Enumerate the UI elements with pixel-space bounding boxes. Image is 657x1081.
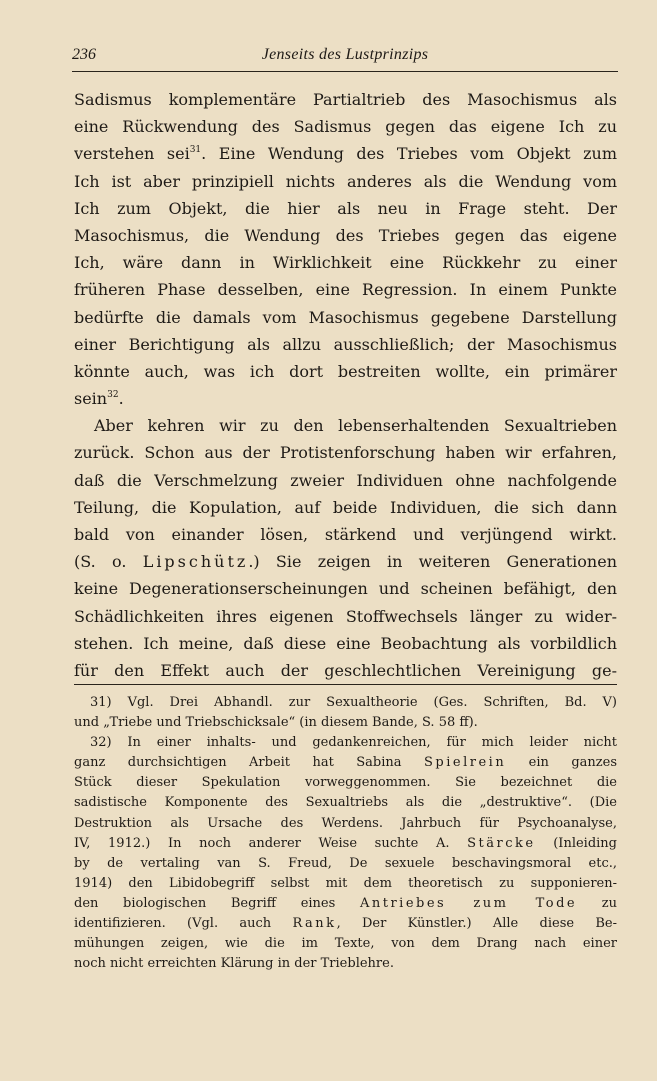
spaced-name-lipschuetz: Lipschütz — [142, 552, 249, 572]
text-segment: ganz durchsichtigen Arbeit hat Sabina — [74, 755, 402, 771]
text-line: Aber kehren wir zu den lebenserhaltenden Sexualtrieben — [94, 416, 617, 436]
footnote-32-line — [74, 753, 617, 773]
footnote-ref-32: 32 — [107, 390, 119, 401]
text-segment: sein — [74, 389, 108, 409]
text-segment: (Inleiding — [553, 835, 617, 851]
text-line — [74, 385, 617, 412]
footnote-31-line: und „Triebe und Triebschicksale“ (in diesem Bande, S. 58 ff). — [74, 715, 478, 731]
footnote-32-line: Stück dieser Spekulation vorweggenommen. Sie bezeichnet die — [74, 775, 617, 791]
footnote-32-line: 32) In einer inhalts- und gedankenreichen, für mich leider nicht — [90, 735, 617, 751]
spaced-name-staercke: Stärcke — [467, 835, 536, 851]
spaced-name-spielrein: Spielrein — [424, 755, 507, 771]
text-line — [74, 140, 617, 167]
footnote-32-line: Destruktion als Ursache des Werdens. Jahrbuch für Psychoanalyse, — [74, 815, 617, 831]
text-segment: verstehen sei — [74, 144, 190, 164]
footnote-32-line: noch nicht erreichten Klärung in der Trieblehre. — [74, 956, 394, 972]
text-line: bald von einander lösen, stärkend und verjüngend wirkt. — [74, 525, 617, 544]
text-line: bedürfte die damals vom Masochismus gegebene Darstellung — [74, 307, 617, 327]
text-line: Masochismus, die Wendung des Triebes gegen das eigene — [74, 225, 617, 245]
text-line: Sadismus komplementäre Partialtrieb des Masochismus als — [74, 90, 617, 109]
text-line: für den Effekt auch der geschlechtlichen Vereinigung ge- — [74, 660, 617, 680]
text-segment: ein ganzes — [528, 755, 617, 771]
text-line: stehen. Ich meine, daß diese eine Beobachtung als vorbildlich — [74, 633, 617, 653]
text-line: eine Rückwendung des Sadismus gegen das eigene Ich zu — [74, 117, 617, 137]
spaced-phrase-antriebes-zum-tode: Antriebes zum Tode — [359, 895, 578, 911]
text-line: Teilung, die Kopulation, auf beide Individuen, die sich dann — [74, 497, 617, 517]
footnote-32-line: mühungen zeigen, wie die im Texte, von dem Drang nach einer — [74, 936, 617, 952]
text-line: keine Degenerationserscheinungen und scheinen befähigt, den — [74, 579, 617, 599]
text-segment: .) Sie zeigen in weiteren Generationen — [248, 552, 617, 572]
text-segment: IV, 1912.) In noch anderer Weise suchte A. — [74, 835, 450, 851]
footnote-32-line — [74, 914, 617, 934]
text-line: zurück. Schon aus der Protistenforschung haben wir erfahren, — [74, 443, 617, 463]
text-line: Ich, wäre dann in Wirklichkeit eine Rückkehr zu einer — [74, 253, 617, 273]
text-line: Schädlichkeiten ihres eigenen Stoffwechsels länger zu wider- — [74, 606, 617, 626]
text-segment: , Der Künstler.) Alle diese Be- — [336, 916, 617, 932]
text-segment: identifizieren. (Vgl. auch — [74, 916, 272, 932]
text-segment: zu — [601, 895, 617, 911]
text-line: einer Berichtigung als allzu ausschließlich; der Masochismus — [74, 334, 617, 354]
running-title: Jenseits des Lustprinzips — [261, 46, 429, 63]
text-line: Ich ist aber prinzipiell nichts anderes als die Wendung vom — [74, 171, 617, 191]
main-text — [74, 86, 617, 684]
text-line: könnte auch, was ich dort bestreiten wollte, ein primärer — [74, 361, 617, 381]
text-segment: (S. o. — [74, 552, 127, 572]
page-header — [72, 46, 618, 72]
spaced-name-rank: Rank — [292, 916, 337, 932]
footnote-32-line — [74, 894, 617, 914]
footnote-32-line: sadistische Komponente des Sexualtriebs als die „destruktive“. (Die — [74, 795, 617, 811]
footnote-31-line: 31) Vgl. Drei Abhandl. zur Sexualtheorie (Ges. Schriften, Bd. V) — [90, 695, 617, 710]
text-line: Ich zum Objekt, die hier als neu in Frage steht. Der — [74, 198, 617, 218]
footnote-rule — [74, 684, 617, 685]
footnote-32-line — [74, 834, 617, 854]
footnote-32-line: by de vertaling van S. Freud, De sexuele beschavingsmoral etc., — [74, 855, 617, 871]
page-number: 236 — [72, 46, 96, 63]
text-line: früheren Phase desselben, eine Regression. In einem Punkte — [74, 280, 617, 300]
footnote-ref-31: 31 — [189, 145, 202, 156]
text-line — [74, 548, 617, 575]
footnote-32-line: 1914) den Libidobegriff selbst mit dem theoretisch zu supponieren- — [74, 875, 617, 891]
text-line: daß die Verschmelzung zweier Individuen ohne nachfolgende — [74, 470, 617, 490]
footnotes — [74, 693, 617, 974]
text-segment: . — [118, 389, 124, 409]
text-segment: den biologischen Begriff eines — [74, 895, 336, 911]
text-segment: . Eine Wendung des Triebes vom Objekt zum — [201, 144, 617, 164]
header-rule — [72, 71, 618, 72]
